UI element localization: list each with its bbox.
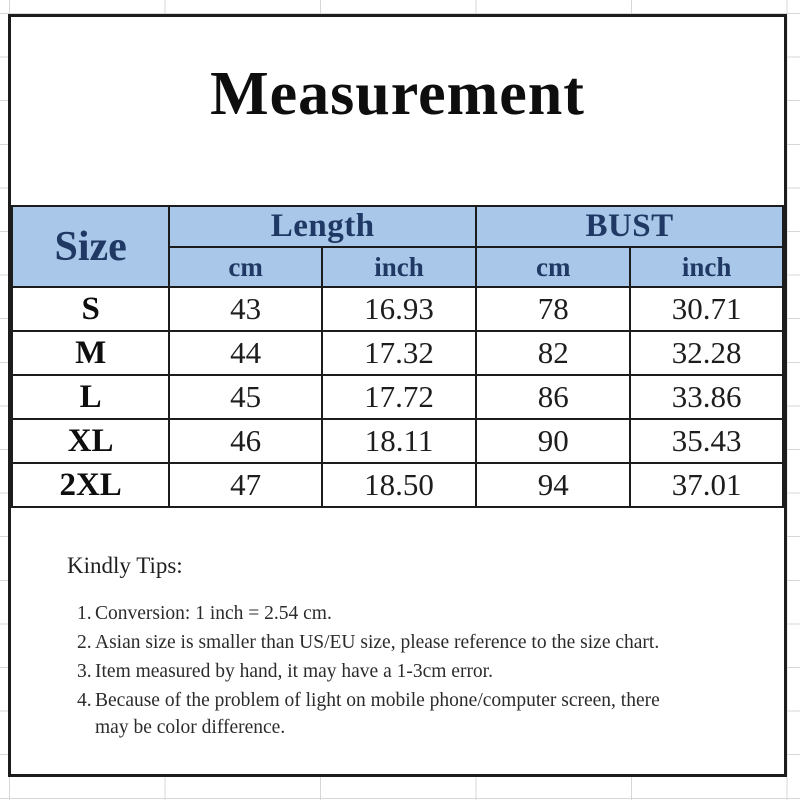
tip-item-4 <box>67 687 707 741</box>
bust-inch-value: 32.28 <box>630 331 783 375</box>
length-cm-value: 44 <box>169 331 322 375</box>
subheader-bust-cm: cm <box>476 247 630 287</box>
size-label: 2XL <box>12 463 169 507</box>
tips-heading: Kindly Tips: <box>67 553 183 578</box>
tip-number: 3. <box>77 661 92 682</box>
bust-cm-value: 86 <box>476 375 630 419</box>
column-header-size: Size <box>12 206 169 287</box>
bust-cm-value: 90 <box>476 419 630 463</box>
bust-cm-value: 94 <box>476 463 630 507</box>
tips-list <box>67 600 707 741</box>
tip-item-1 <box>67 600 707 627</box>
tip-number: 4. <box>77 690 92 711</box>
length-inch-value: 17.72 <box>322 375 476 419</box>
bust-cm-value: 82 <box>476 331 630 375</box>
table-row-l <box>12 375 783 419</box>
length-inch-value: 17.32 <box>322 331 476 375</box>
bust-inch-value: 33.86 <box>630 375 783 419</box>
column-group-bust: BUST <box>476 206 783 247</box>
size-chart-table <box>11 205 784 508</box>
tip-text: Item measured by hand, it may have a 1-3cm error. <box>95 661 493 682</box>
tip-text: Conversion: 1 inch = 2.54 cm. <box>95 603 332 624</box>
length-inch-value: 18.11 <box>322 419 476 463</box>
size-label: M <box>12 331 169 375</box>
measurement-panel <box>8 14 787 777</box>
length-inch-value: 16.93 <box>322 287 476 331</box>
length-cm-value: 45 <box>169 375 322 419</box>
length-cm-value: 46 <box>169 419 322 463</box>
tip-text: Asian size is smaller than US/EU size, please reference to the size chart. <box>95 632 660 653</box>
table-row-2xl <box>12 463 783 507</box>
subheader-length-inch: inch <box>322 247 476 287</box>
tip-item-2 <box>67 629 707 656</box>
tips-section <box>67 553 707 743</box>
subheader-length-cm: cm <box>169 247 322 287</box>
length-inch-value: 18.50 <box>322 463 476 507</box>
column-group-length: Length <box>169 206 476 247</box>
header-group-row <box>12 206 783 247</box>
tip-item-3 <box>67 658 707 685</box>
table-row-s <box>12 287 783 331</box>
tip-number: 1. <box>77 603 92 624</box>
bust-inch-value: 35.43 <box>630 419 783 463</box>
tip-number: 2. <box>77 632 92 653</box>
length-cm-value: 47 <box>169 463 322 507</box>
subheader-bust-inch: inch <box>630 247 783 287</box>
size-label: S <box>12 287 169 331</box>
bust-cm-value: 78 <box>476 287 630 331</box>
page-title: Measurement <box>210 60 585 128</box>
length-cm-value: 43 <box>169 287 322 331</box>
bust-inch-value: 30.71 <box>630 287 783 331</box>
table-row-m <box>12 331 783 375</box>
bust-inch-value: 37.01 <box>630 463 783 507</box>
table-row-xl <box>12 419 783 463</box>
size-label: L <box>12 375 169 419</box>
tip-text: Because of the problem of light on mobile phone/computer screen, there may be color difference. <box>95 690 660 738</box>
size-label: XL <box>12 419 169 463</box>
